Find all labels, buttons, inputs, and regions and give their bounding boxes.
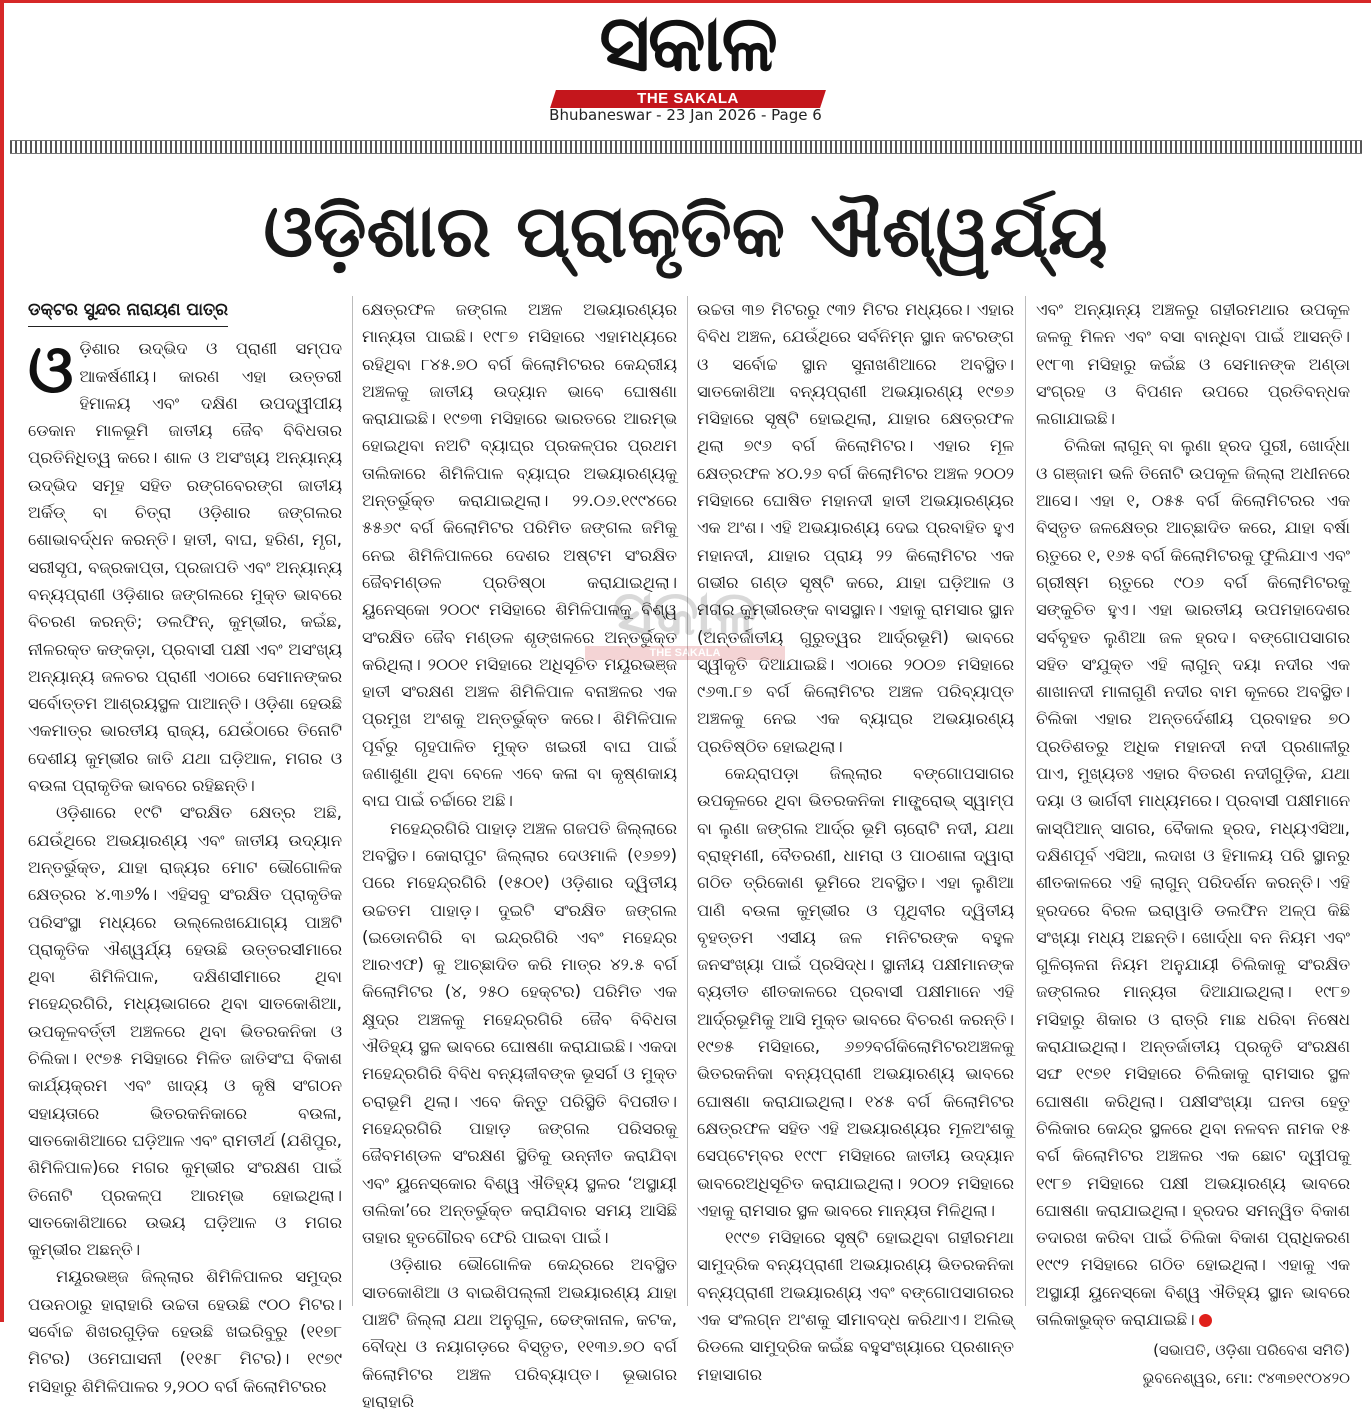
sakala-watermark: [570, 576, 800, 660]
paragraph: ୧୯୯୭ ମସିହାରେ ସୃଷ୍ଟି ହୋଇଥିବା ଗହୀରମଥା ସାମୁଦ୍ରିକ ବନ୍ୟପ୍ରାଣୀ ଅଭୟାରଣ୍ୟ ଭିତରକନିକା ବନ୍ୟପ୍ରାଣୀ ଅଭୟାରଣ୍ୟ ଏବଂ ବଙ୍ଗୋପସାଗରର ଏକ ସଂଲଗ୍ନ ଅଂଶକୁ ସୀମାବଦ୍ଧ କରିଥାଏ। ଅଲିଭ୍ ରିଡଲେ ସାମୁଦ୍ରିକ କଇଁଛ ବହୁସଂଖ୍ୟାରେ ପ୍ରଶାନ୍ତ ମହାସାଗର: [697, 1228, 1014, 1384]
masthead: [0, 0, 1371, 140]
watermark-band: THE SAKALA: [585, 646, 785, 660]
paragraph: ଉଚ୍ଚତା ୩୭ ମିଟରରୁ ୯୩୨ ମିଟର ମଧ୍ୟରେ। ଏହାର ବିବିଧ ଅଞ୍ଚଳ, ଯେଉଁଥିରେ ସର୍ବନିମ୍ନ ସ୍ଥାନ କଟରଙ୍ଗ ଓ ସର୍ବୋଚ୍ଚ ସ୍ଥାନ ସୁନାଖଣିଆରେ ଅବସ୍ଥିତ। ସାତକୋଶିଆ ବନ୍ୟପ୍ରାଣୀ ଅଭୟାରଣ୍ୟ ୧୯୭୬ ମସିହାରେ ସୃଷ୍ଟି ହୋଇଥିଲା, ଯାହାର କ୍ଷେତ୍ରଫଳ ଥିଲା ୭୯୬ ବର୍ଗ କିଲୋମିଟର। ଏହାର ମୂଳ କ୍ଷେତ୍ରଫଳ ୪୦.୨୬ ବର୍ଗ କିଲୋମିଟର ଅଞ୍ଚଳ ୨୦୦୨ ମସିହାରେ ଘୋଷିତ ମହାନଦୀ ହାତୀ ଅଭୟାରଣ୍ୟର ଏକ ଅଂଶ। ଏହି ଅଭୟାରଣ୍ୟ ଦେଇ ପ୍ରବାହିତ ହୁଏ ମହାନଦୀ, ଯାହାର ପ୍ରାୟ ୨୨ କିଲୋମିଟର ଏକ ଗଭୀର ଗଣ୍ଡ ସୃଷ୍ଟି କରେ, ଯାହା ଘଡ଼ିଆଳ ଓ ମଗର କୁମ୍ଭୀରଙ୍କ ବାସସ୍ଥାନ। ଏହାକୁ ରାମସାର ସ୍ଥାନ (ଅନ୍ତର୍ଜାତୀୟ ଗୁରୁତ୍ୱର ଆର୍ଦ୍ରଭୂମି) ଭାବରେ ସ୍ୱୀକୃତି ଦିଆଯାଇଛି। ଏଠାରେ ୨୦୦୭ ମସିହାରେ ୯୬୩.୮୭ ବର୍ଗ କିଲୋମିଟର ଅଞ୍ଚଳ ପରିବ୍ୟାପ୍ତ ଅଞ୍ଚଳକୁ ନେଇ ଏକ ବ୍ୟାଘ୍ର ଅଭୟାରଣ୍ୟ ପ୍ରତିଷ୍ଠିତ ହୋଇଥିଲା।: [697, 300, 1014, 756]
article-headline: ଓଡ଼ିଶାର ପ୍ରାକୃତିକ ଐଶ୍ୱର୍ଯ୍ୟ: [263, 189, 1108, 273]
byline: ଡକ୍ଟର ସୁନ୍ଦର ନାରାୟଣ ପାତ୍ର: [28, 297, 228, 327]
article-column-4: [1036, 296, 1350, 1388]
logo-text: ସକାଳ: [599, 0, 776, 89]
paragraph: ଓଡ଼ିଶାର ଉଦ୍ଭିଦ ଓ ପ୍ରାଣୀ ସମ୍ପଦ ଆକର୍ଷଣୀୟ। କାରଣ ଏହା ଉତ୍ତରୀ ହିମାଳୟ ଏବଂ ଦକ୍ଷିଣ ଉପଦ୍ୱୀପୀୟ ଡେକାନ ମାଳଭୂମି ଜାତୀୟ ଜୈବ ବିବିଧତାର ପ୍ରତିନିଧିତ୍ୱ କରେ। ଶାଳ ଓ ଅସଂଖ୍ୟ ଅନ୍ୟାନ୍ୟ ଉଦ୍ଭିଦ ସମୂହ ସହିତ ରଙ୍ଗବେରଙ୍ଗ ଜାତୀୟ ଅର୍କିଡ୍ ବା ଚିତ୍ରା ଓଡ଼ିଶାର ଜଙ୍ଗଲର ଶୋଭାବର୍ଦ୍ଧନ କରନ୍ତି। ହାତୀ, ବାଘ, ହରିଣ, ମୃଗ, ସରୀସୃପ, ବଜ୍ରକାପ୍ତା, ପ୍ରଜାପତି ଏବଂ ଅନ୍ୟାନ୍ୟ ବନ୍ୟପ୍ରାଣୀ ଓଡ଼ିଶାର ଜଙ୍ଗଲରେ ମୁକ୍ତ ଭାବରେ ବିଚରଣ କରନ୍ତି; ଡଲଫିନ୍, କୁମ୍ଭୀର, କଇଁଛ, ନୀଳରକ୍ତ କଙ୍କଡ଼ା, ପ୍ରବାସୀ ପକ୍ଷୀ ଏବଂ ଅସଂଖ୍ୟ ଅନ୍ୟାନ୍ୟ ଜଳଚର ପ୍ରାଣୀ ଏଠାରେ ସେମାନଙ୍କର ସର୍ବୋତ୍ତମ ଆଶ୍ରୟସ୍ଥଳ ପାଆନ୍ତି। ଓଡ଼ିଶା ହେଉଛି ଏକମାତ୍ର ଭାରତୀୟ ରାଜ୍ୟ, ଯେଉଁଠାରେ ତିନୋଟି ଦେଶୀୟ କୁମ୍ଭୀର ଜାତି ଯଥା ଘଡ଼ିଆଳ, ମଗର ଓ ବଉଳା ପ୍ରାକୃତିକ ଭାବରେ ରହିଛନ୍ତି।: [28, 331, 342, 796]
column-divider: [687, 296, 688, 1306]
end-mark-icon: [1199, 1314, 1212, 1327]
column-divider: [352, 296, 353, 1306]
paragraph: କ୍ଷେତ୍ରଫଳ ଜଙ୍ଗଲ ଅଞ୍ଚଳ ଅଭୟାରଣ୍ୟର ମାନ୍ୟତା ପାଇଛି। ୧୯୮୭ ମସିହାରେ ଏହାମଧ୍ୟରେ ରହିଥିବା ୮୪୫.୭୦ ବର୍ଗ କିଲୋମିଟରର କେନ୍ଦ୍ରୀୟ ଅଞ୍ଚଳକୁ ଜାତୀୟ ଉଦ୍ୟାନ ଭାବେ ଘୋଷଣା କରାଯାଇଛି। ୧୯୭୩ ମସିହାରେ ଭାରତରେ ଆରମ୍ଭ ହୋଇଥିବା ନଅଟି ବ୍ୟାଘ୍ର ପ୍ରକଳ୍ପର ପ୍ରଥମ ତାଲିକାରେ ଶିମିଳିପାଳ ବ୍ୟାଘ୍ର ଅଭୟାରଣ୍ୟକୁ ଅନ୍ତର୍ଭୁକ୍ତ କରାଯାଇଥିଲା। ୨୨.୦୬.୧୯୯୪ରେ ୫୫୬୯ ବର୍ଗ କିଲୋମିଟର ପରିମିତ ଜଙ୍ଗଲ ଜମିକୁ ନେଇ ଶିମିଳିପାଳରେ ଦେଶର ଅଷ୍ଟମ ସଂରକ୍ଷିତ ଜୈବମଣ୍ଡଳ ପ୍ରତିଷ୍ଠା କରାଯାଇଥିଲା। ୟୁନେସ୍କୋ ୨୦୦୯ ମସିହାରେ ଶିମିଳିପାଳକୁ ବିଶ୍ୱ ସଂରକ୍ଷିତ ଜୈବ ମଣ୍ଡଳ ଶୃଙ୍ଖଳରେ ଅନ୍ତର୍ଭୁକ୍ତ କରିଥିଲା। ୨୦୦୧ ମସିହାରେ ଅଧିସୂଚିତ ମୟୂରଭଞ୍ଜ ହାତୀ ସଂରକ୍ଷଣ ଅଞ୍ଚଳ ଶିମିଳିପାଳ ବନାଞ୍ଚଳର ଏକ ପ୍ରମୁଖ ଅଂଶକୁ ଅନ୍ତର୍ଭୁକ୍ତ କରେ। ଶିମିଳିପାଳ ପୂର୍ବରୁ ଗୃହପାଳିତ ମୁକ୍ତ ଖଇରୀ ବାଘ ପାଇଁ ଜଣାଶୁଣା ଥିବା ବେଳେ ଏବେ କଳା ବା କୃଷ୍ଣକାୟ ବାଘ ପାଇଁ ଚର୍ଚ୍ଚାରେ ଅଛି।: [362, 300, 677, 811]
paragraph: ଓଡ଼ିଶାରେ ୧୯ଟି ସଂରକ୍ଷିତ କ୍ଷେତ୍ର ଅଛି, ଯେଉଁଥିରେ ଅଭୟାରଣ୍ୟ ଏବଂ ଜାତୀୟ ଉଦ୍ୟାନ ଅନ୍ତର୍ଭୁକ୍ତ, ଯାହା ରାଜ୍ୟର ମୋଟ ଭୌଗୋଳିକ କ୍ଷେତ୍ରର ୪.୩୬%। ଏହିସବୁ ସଂରକ୍ଷିତ ପ୍ରାକୃତିକ ପରିସଂସ୍ଥା ମଧ୍ୟରେ ଉଲ୍ଲେଖଯୋଗ୍ୟ ପାଞ୍ଚଟି ପ୍ରାକୃତିକ ଐଶ୍ୱର୍ଯ୍ୟ ହେଉଛି ଉତ୍ତରସୀମାରେ ଥିବା ଶିମିଳିପାଳ, ଦକ୍ଷିଣସୀମାରେ ଥିବା ମହେନ୍ଦ୍ରଗିରି, ମଧ୍ୟଭାଗରେ ଥିବା ସାତକୋଶିଆ, ଉପକୂଳବର୍ତ୍ତୀ ଅଞ୍ଚଳରେ ଥିବା ଭିତରକନିକା ଓ ଚିଲିକା। ୧୯୭୫ ମସିହାରେ ମିଳିତ ଜାତିସଂଘ ବିକାଶ କାର୍ଯ୍ୟକ୍ରମ ଏବଂ ଖାଦ୍ୟ ଓ କୃଷି ସଂଗଠନ ସହାୟତାରେ ଭିତରକନିକାରେ ବଉଳା, ସାତକୋଶିଆରେ ଘଡ଼ିଆଳ ଏବଂ ରାମତୀର୍ଥ (ଯଶିପୁର, ଶିମିଳିପାଳ)ରେ ମଗର କୁମ୍ଭୀର ସଂରକ୍ଷଣ ପାଇଁ ତିନୋଟି ପ୍ରକଳ୍ପ ଆରମ୍ଭ ହୋଇଥିଲା। ସାତକୋଶିଆରେ ଉଭୟ ଘଡ଼ିଆଳ ଓ ମଗର କୁମ୍ଭୀର ଅଛନ୍ତି।: [28, 803, 342, 1260]
author-designation: (ସଭାପତି, ଓଡ଼ିଶା ପରିବେଶ ସମିତି): [1153, 1341, 1350, 1360]
header-rule: [10, 140, 1362, 154]
article-column-3: [697, 296, 1014, 1384]
author-contact: ଭୁବନେଶ୍ୱର, ମୋ: ୯୪୩୭୧୯୦୪୨୦: [1142, 1369, 1350, 1388]
sakala-logo: [535, 0, 840, 107]
watermark-text: ସକାଳ: [612, 576, 758, 649]
paragraph: ମହେନ୍ଦ୍ରଗିରି ପାହାଡ଼ ଅଞ୍ଚଳ ଗଜପତି ଜିଲ୍ଲାରେ ଅବସ୍ଥିତ। କୋରାପୁଟ ଜିଲ୍ଲାର ଦେଓମାଳି (୧୬୭୨) ପରେ ମହେନ୍ଦ୍ରଗିରି (୧୫୦୧) ଓଡ଼ିଶାର ଦ୍ୱିତୀୟ ଉଚ୍ଚତମ ପାହାଡ଼। ଦୁଇଟି ସଂରକ୍ଷିତ ଜଙ୍ଗଲ (ଇଡୋନଗିରି ବା ଇନ୍ଦ୍ରଗିରି ଏବଂ ମହେନ୍ଦ୍ର ଆରଏଫ) କୁ ଆଚ୍ଛାଦିତ କରି ମାତ୍ର ୪୨.୫ ବର୍ଗ କିଲୋମିଟର (୪, ୨୫୦ ହେକ୍ଟର) ପରିମିତ ଏକ କ୍ଷୁଦ୍ର ଅଞ୍ଚଳକୁ ମହେନ୍ଦ୍ରଗିରି ଜୈବ ବିବିଧତା ଐତିହ୍ୟ ସ୍ଥଳ ଭାବରେ ଘୋଷଣା କରାଯାଇଛି। ଏକଦା ମହେନ୍ଦ୍ରଗିରି ବିବିଧ ବନ୍ୟଜୀବଙ୍କ ଭୂସର୍ଗ ଓ ମୁକ୍ତ ଚରାଭୂମି ଥିଲା। ଏବେ କିନ୍ତୁ ପରିସ୍ଥିତି ବିପରୀତ। ମହେନ୍ଦ୍ରଗିରି ପାହାଡ଼ ଜଙ୍ଗଲ ପରିସରକୁ ଜୈବମଣ୍ଡଳ ସଂରକ୍ଷଣ ସ୍ଥିତିକୁ ଉନ୍ନୀତ କରାଯିବା ଏବଂ ୟୁନେସ୍କୋର ବିଶ୍ୱ ଐତିହ୍ୟ ସ୍ଥଳର ‘ଅସ୍ଥାୟୀ ତାଲିକା’ରେ ଅନ୍ତର୍ଭୁକ୍ତ କରାଯିବାର ସମୟ ଆସିଛି ତାହାର ହୃତଗୌରବ ଫେରି ପାଇବା ପାଇଁ।: [362, 818, 677, 1248]
logo-band-text: THE SAKALA: [637, 90, 739, 107]
article-column-2: [362, 296, 677, 1411]
paragraph: ଓଡ଼ିଶାର ଭୌଗୋଳିକ କେନ୍ଦ୍ରରେ ଅବସ୍ଥିତ ସାତକୋଶିଆ ଓ ବାଇଶିପଲ୍ଲୀ ଅଭୟାରଣ୍ୟ ଯାହା ପାଞ୍ଚଟି ଜିଲ୍ଲା ଯଥା ଅନୁଗୁଳ, ଢେଙ୍କାନାଳ, କଟକ, ବୌଦ୍ଧ ଓ ନୟାଗଡ଼ରେ ବିସ୍ତୃତ, ୧୧୩୬.୭୦ ବର୍ଗ କିଲୋମିଟର ଅଞ୍ଚଳ ପରିବ୍ୟାପ୍ତ। ଭୂଭାଗର ହାରାହାରି: [362, 1255, 677, 1411]
paragraph: ଏବଂ ଅନ୍ୟାନ୍ୟ ଅଞ୍ଚଳରୁ ଗହୀରମଥାର ଉପକୂଳ ଜଳକୁ ମିଳନ ଏବଂ ବସା ବାନ୍ଧିବା ପାଇଁ ଆସନ୍ତି। ୧୯୮୩ ମସିହାରୁ କଇଁଛ ଓ ସେମାନଙ୍କ ଅଣ୍ଡା ସଂଗ୍ରହ ଓ ବିପଣନ ଉପରେ ପ୍ରତିବନ୍ଧକ ଲଗାଯାଇଛି।: [1036, 300, 1350, 429]
paragraph: ଚିଲିକା ଲାଗୁନ୍ ବା ଲୁଣା ହ୍ରଦ ପୁରୀ, ଖୋର୍ଦ୍ଧା ଓ ଗଞ୍ଜାମ ଭଳି ତିନୋଟି ଉପକୂଳ ଜିଲ୍ଲା ଅଧୀନରେ ଆସେ। ଏହା ୧, ୦୫୫ ବର୍ଗ କିଲୋମିଟରର ଏକ ବିସ୍ତୃତ ଜଳକ୍ଷେତ୍ର ଆଚ୍ଛାଦିତ କରେ, ଯାହା ବର୍ଷା ଋତୁରେ ୧, ୧୬୫ ବର୍ଗ କିଲୋମିଟରକୁ ଫୁଲିଯାଏ ଏବଂ ଗ୍ରୀଷ୍ମ ଋତୁରେ ୯୦୬ ବର୍ଗ କିଲୋମିଟରକୁ ସଙ୍କୁଚିତ ହୁଏ। ଏହା ଭାରତୀୟ ଉପମହାଦେଶର ସର୍ବବୃହତ ଲୁଣିଆ ଜଳ ହ୍ରଦ। ବଙ୍ଗୋପସାଗର ସହିତ ସଂଯୁକ୍ତ ଏହି ଲାଗୁନ୍ ଦୟା ନଦୀର ଏକ ଶାଖାନଦୀ ମାଳାଗୁଣି ନଦୀର ବାମ କୂଳରେ ଅବସ୍ଥିତ। ଚିଲିକା ଏହାର ଅନ୍ତର୍ଦେଶୀୟ ପ୍ରବାହର ୭୦ ପ୍ରତିଶତରୁ ଅଧିକ ମହାନଦୀ ନଦୀ ପ୍ରଣାଳୀରୁ ପାଏ, ମୁଖ୍ୟତଃ ଏହାର ବିତରଣ ନଦୀଗୁଡ଼ିକ, ଯଥା ଦୟା ଓ ଭାର୍ଗବୀ ମାଧ୍ୟମରେ। ପ୍ରବାସୀ ପକ୍ଷୀମାନେ କାସ୍ପିଆନ୍ ସାଗର, ବୈକାଲ ହ୍ରଦ, ମଧ୍ୟଏସିଆ, ଦକ୍ଷିଣପୂର୍ବ ଏସିଆ, ଲଦାଖ ଓ ହିମାଳୟ ପରି ସ୍ଥାନରୁ ଶୀତକାଳରେ ଏହି ଲାଗୁନ୍ ପରିଦର୍ଶନ କରନ୍ତି। ଏହି ହ୍ରଦରେ ବିରଳ ଇରାୱାଡି ଡଲଫିନ ଅଳ୍ପ କିଛି ସଂଖ୍ୟା ମଧ୍ୟ ଅଛନ୍ତି। ଖୋର୍ଦ୍ଧା ବନ ନିୟମ ଏବଂ ଗୁଳିଚାଳନା ନିୟମ ଅନୁଯାୟୀ ଚିଲିକାକୁ ସଂରକ୍ଷିତ ଜଙ୍ଗଲର ମାନ୍ୟତା ଦିଆଯାଇଥିଲା। ୧୯୮୭ ମସିହାରୁ ଶିକାର ଓ ରାତ୍ରି ମାଛ ଧରିବା ନିଷେଧ କରାଯାଇଥିଲା। ଅନ୍ତର୍ଜାତୀୟ ପ୍ରକୃତି ସଂରକ୍ଷଣ ସଙ୍ଘ ୧୯୭୧ ମସିହାରେ ଚିଲିକାକୁ ରାମସାର ସ୍ଥଳ ଘୋଷଣା କରିଥିଲା। ପକ୍ଷୀସଂଖ୍ୟା ଘନତା ହେତୁ ଚିଲିକାର କେନ୍ଦ୍ର ସ୍ଥଳରେ ଥିବା ନଳବନ ନାମକ ୧୫ ବର୍ଗ କିଲୋମିଟର ଅଞ୍ଚଳର ଏକ ଛୋଟ ଦ୍ୱୀପକୁ ୧୯୮୭ ମସିହାରେ ପକ୍ଷୀ ଅଭୟାରଣ୍ୟ ଭାବରେ ଘୋଷଣା କରାଯାଇଥିଲା। ହ୍ରଦର ସମନ୍ୱିତ ବିକାଶ ତଦାରଖ କରିବା ପାଇଁ ଚିଲିକା ବିକାଶ ପ୍ରାଧିକରଣ ୧୯୯୨ ମସିହାରେ ଗଠିତ ହୋଇଥିଲା। ଏହାକୁ ଏକ ଅସ୍ଥାୟୀ ୟୁନେସ୍କୋ ବିଶ୍ୱ ଐତିହ୍ୟ ସ୍ଥାନ ଭାବରେ ତାଲିକାଭୁକ୍ତ କରାଯାଇଛି।: [1036, 436, 1350, 1329]
article-column-1: [28, 296, 342, 1396]
paragraph: ମୟୂରଭଞ୍ଜ ଜିଲ୍ଲାର ଶିମିଳିପାଳର ସମୁଦ୍ର ପଉନଠାରୁ ହାରାହାରି ଉଚ୍ଚତା ହେଉଛି ୯୦୦ ମିଟର। ସର୍ବୋଚ୍ଚ ଶିଖରଗୁଡ଼ିକ ହେଉଛି ଖଇରିବୁରୁ (୧୧୭୮ ମିଟର) ଓମେଘାସନୀ (୧୧୫୮ ମିଟର)। ୧୯୭୯ ମସିହାରୁ ଶିମିଳିପାଳର ୨,୨୦୦ ବର୍ଗ କିଲୋମିଟରର: [28, 1267, 342, 1396]
column-divider: [1025, 296, 1026, 1306]
paragraph: କେନ୍ଦ୍ରାପଡ଼ା ଜିଲ୍ଲାର ବଙ୍ଗୋପସାଗର ଉପକୂଳରେ ଥିବା ଭିତରକନିକା ମାଙ୍ଗ୍ରୋଭ୍ ସ୍ୱାମ୍ପ ବା ଲୁଣା ଜଙ୍ଗଲ ଆର୍ଦ୍ର ଭୂମି ଚାରୋଟି ନଦୀ, ଯଥା ବ୍ରାହ୍ମଣୀ, ବୈତରଣୀ, ଧାମରା ଓ ପାଠଶାଳା ଦ୍ୱାରା ଗଠିତ ତ୍ରିକୋଣ ଭୂମିରେ ଅବସ୍ଥିତ। ଏହା ଲୁଣିଆ ପାଣି ବଉଳା କୁମ୍ଭୀର ଓ ପୃଥିବୀର ଦ୍ୱିତୀୟ ବୃହତ୍ତମ ଏସୀୟ ଜଳ ମନିଟରଙ୍କ ବହୁଳ ଜନସଂଖ୍ୟା ପାଇଁ ପ୍ରସିଦ୍ଧ। ସ୍ଥାନୀୟ ପକ୍ଷୀମାନଙ୍କ ବ୍ୟତୀତ ଶୀତକାଳରେ ପ୍ରବାସୀ ପକ୍ଷୀମାନେ ଏହି ଆର୍ଦ୍ରଭୂମିକୁ ଆସି ମୁକ୍ତ ଭାବରେ ବିଚରଣ କରନ୍ତି। ୧୯୭୫ ମସିହାରେ, ୬୭୨ବର୍ଗକିଲୋମିଟରଅଞ୍ଚଳକୁ ଭିତରକନିକା ବନ୍ୟପ୍ରାଣୀ ଅଭୟାରଣ୍ୟ ଭାବରେ ଘୋଷଣା କରାଯାଇଥିଲା। ୧୪୫ ବର୍ଗ କିଲୋମିଟର କ୍ଷେତ୍ରଫଳ ସହିତ ଏହି ଅଭୟାରଣ୍ୟର ମୂଳଅଂଶକୁ ସେପ୍ଟେମ୍ବର ୧୯୯୮ ମସିହାରେ ଜାତୀୟ ଉଦ୍ୟାନ ଭାବରେଅଧିସୂଚିତ କରାଯାଇଥିଲା। ୨୦୦୨ ମସିହାରେ ଏହାକୁ ରାମସାର ସ୍ଥଳ ଭାବରେ ମାନ୍ୟତା ମିଳିଥିଲା।: [697, 764, 1014, 1220]
dateline: Bhubaneswar - 23 Jan 2026 - Page 6: [549, 106, 822, 124]
drop-cap: ଓ: [28, 331, 74, 409]
